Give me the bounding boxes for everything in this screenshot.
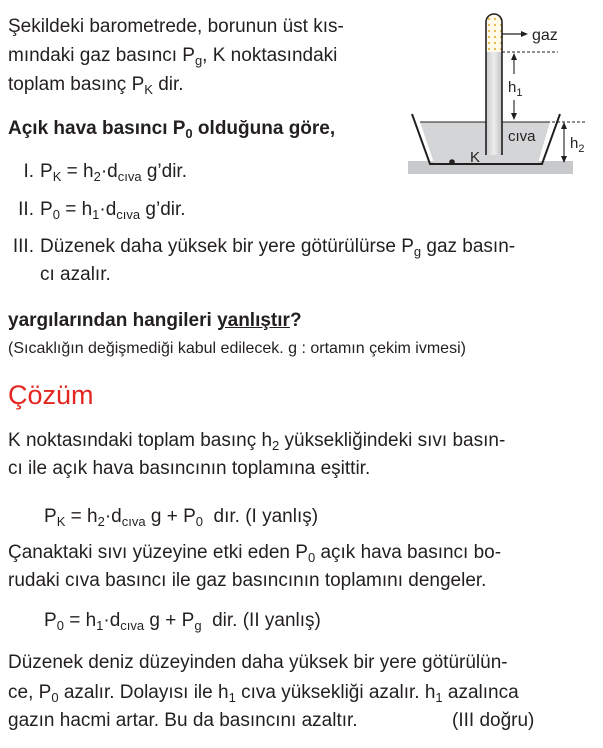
solution-p3-line-3: gazın hacmi artar. Bu da basıncını azaltır. — [8, 710, 358, 731]
h1-down-arrow-icon — [511, 113, 517, 120]
solution-result-3: (III doğru) — [452, 710, 535, 731]
k-point — [449, 159, 455, 165]
question-line-1: Şekildeki barometrede, borunun üst kıs- — [8, 16, 344, 37]
solution-p2-line-1: Çanaktaki sıvı yüzeyine etki eden $P_0$ açık hava basıncı bo- — [8, 542, 502, 565]
h2-label: $h_2$ — [570, 135, 585, 155]
h1-label: $h_1$ — [508, 79, 523, 99]
question-prompt: Açık hava basıncı $P_0$ olduğuna göre, — [8, 118, 336, 141]
question-line-2: mındaki gaz basıncı $P_g$, K noktasındaki — [8, 45, 338, 68]
solution-p3-line-1: Düzenek deniz düzeyinden daha yüksek bir yere götürülün- — [8, 652, 508, 673]
solution-equation-2: $P_0 = h_1\cdot d_{cıva}$ $g + P_g$ dir. (II yanlış) — [44, 610, 321, 633]
solution-equation-1: $P_K = h_2\cdot d_{cıva}$ $g + P_0$ dır. (I yanlış) — [44, 506, 319, 529]
civa-label: cıva — [508, 128, 536, 145]
question-note: (Sıcaklığın değişmediği kabul edilecek. g : ortamın çekim ivmesi) — [8, 340, 466, 357]
gas-label: gaz — [532, 27, 558, 44]
h1-up-arrow-icon — [511, 53, 517, 60]
h2-up-arrow-icon — [561, 122, 567, 129]
k-label: K — [470, 149, 481, 166]
item-1: I. $P_K = h_2\cdot d_{cıva}$ g’dir. — [23, 161, 187, 184]
tube-mercury — [486, 52, 502, 155]
solution-p1-line-1: K noktasındaki toplam basınç $h_2$ yüksekliğindeki sıvı basın- — [8, 430, 506, 453]
item-3: III. Düzenek daha yüksek bir yere götürülürse $P_g$ gaz basın- — [12, 236, 516, 259]
barometer-figure — [408, 4, 588, 174]
solution-title: Çözüm — [8, 380, 94, 410]
solution-p1-line-2: cı ile açık hava basıncının toplamına eşittir. — [8, 458, 371, 479]
solution-p2-line-2: rudaki cıva basıncı ile gaz basıncının toplamını dengeler. — [8, 570, 487, 591]
question-line-3: toplam basınç $P_K$ dir. — [8, 74, 184, 97]
question-ask: yargılarından hangileri yanlıştır? — [8, 310, 302, 331]
gas-arrow-icon — [521, 31, 528, 37]
item-2: II. $P_0 = h_1\cdot d_{cıva}$ g’dir. — [18, 199, 186, 222]
item-3-line-2: cı azalır. — [40, 264, 111, 285]
gas-region — [486, 14, 502, 52]
solution-p3-line-2: ce, $P_0$ azalır. Dolayısı ile $h_1$ cıva yüksekliği azalır. $h_1$ azalınca — [8, 682, 519, 705]
